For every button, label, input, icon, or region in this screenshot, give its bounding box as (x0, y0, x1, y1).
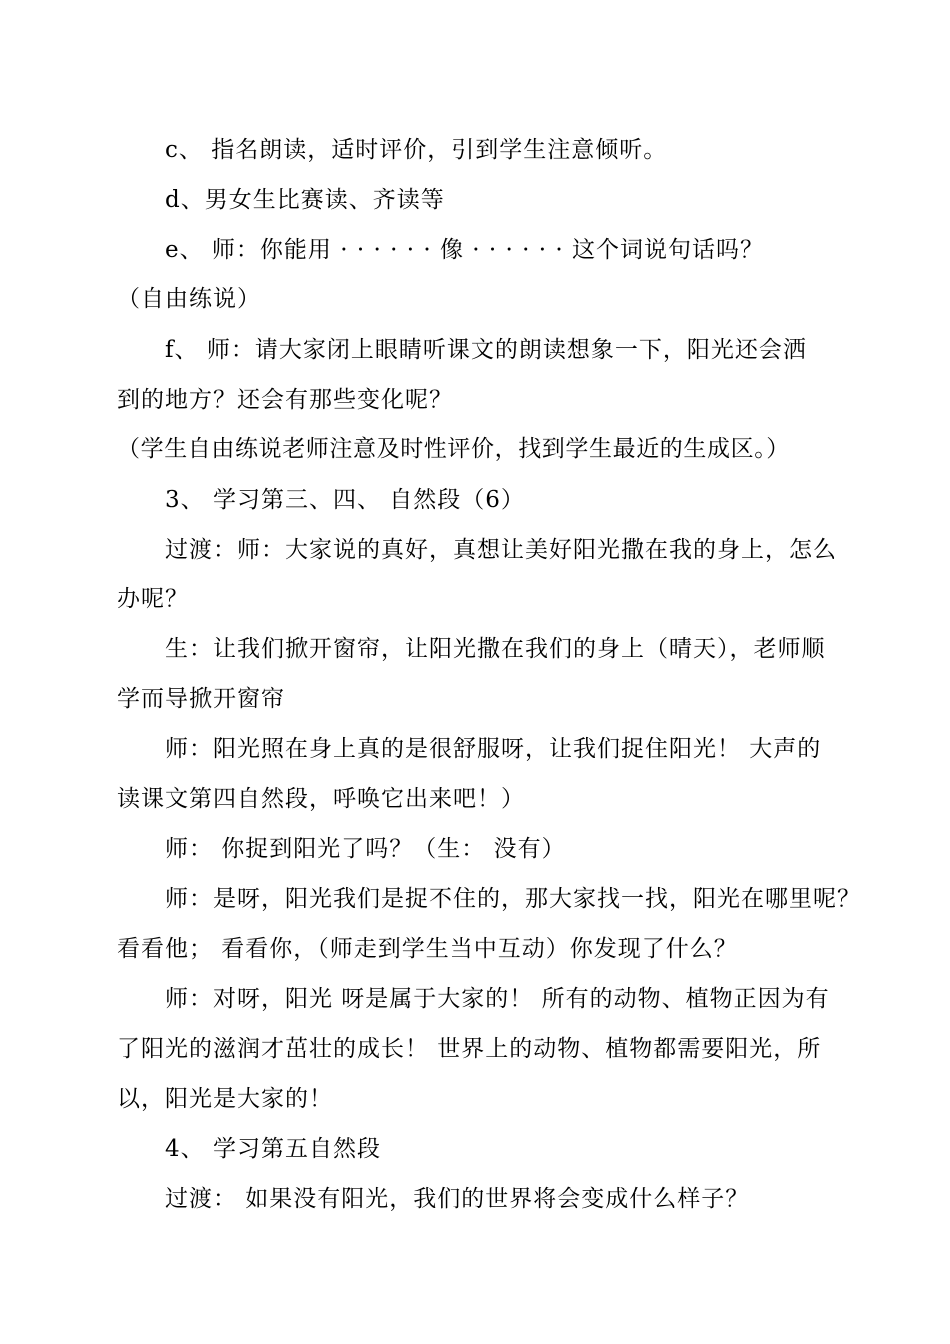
text-line: 师：对呀，阳光 呀是属于大家的！ 所有的动物、植物正因为有 (165, 986, 830, 1012)
text-line: 到的地方？还会有那些变化呢？ (117, 387, 453, 413)
text-line: 师：是呀，阳光我们是捉不住的，那大家找一找，阳光在哪里呢？ (165, 886, 861, 912)
text-line: 了阳光的滋润才茁壮的成长！ 世界上的动物、植物都需要阳光，所 (117, 1036, 822, 1062)
text-line: 以，阳光是大家的！ (117, 1086, 333, 1112)
text-line: 3、 学习第三、四、 自然段（6） (165, 487, 525, 513)
text-line: 师： 你捉到阳光了吗？（生： 没有） (165, 836, 566, 862)
text-line: e、 师：你能用 · · · · · · 像 · · · · · · 这个词说句话吗？ (165, 237, 765, 263)
text-line: 4、 学习第五自然段 (165, 1136, 381, 1162)
text-line: 看看他； 看看你，（师走到学生当中互动）你发现了什么？ (117, 936, 738, 962)
text-line: 学而导掀开窗帘 (117, 686, 285, 712)
text-line: 过渡：师：大家说的真好，真想让美好阳光撒在我的身上，怎么 (165, 537, 837, 563)
text-line: （学生自由练说老师注意及时性评价，找到学生最近的生成区。） (117, 436, 790, 462)
text-line: 过渡： 如果没有阳光，我们的世界将会变成什么样子？ (165, 1186, 750, 1212)
text-line: f、 师：请大家闭上眼睛听课文的朗读想象一下，阳光还会洒 (165, 337, 807, 363)
text-line: c、 指名朗读，适时评价，引到学生注意倾听。 (165, 137, 668, 163)
text-line: 办呢？ (117, 586, 189, 612)
text-line: d、男女生比赛读、齐读等 (165, 187, 445, 213)
text-line: 师：阳光照在身上真的是很舒服呀，让我们捉住阳光！ 大声的 (165, 736, 822, 762)
text-line: 生：让我们掀开窗帘，让阳光撒在我们的身上（晴天），老师顺 (165, 636, 826, 662)
text-line: （自由练说） (117, 286, 261, 312)
text-line: 读课文第四自然段，呼唤它出来吧！） (117, 786, 525, 812)
